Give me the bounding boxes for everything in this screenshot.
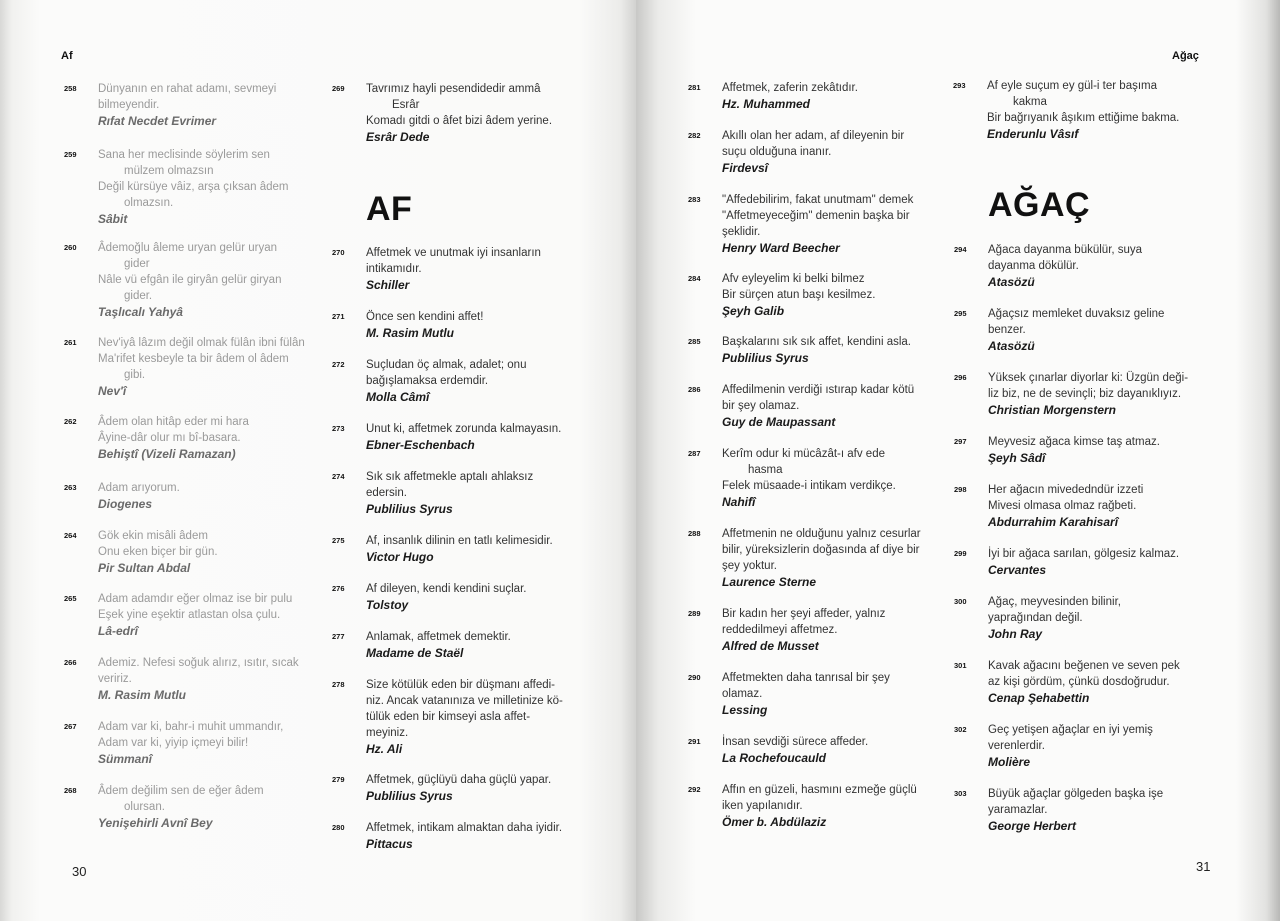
quote-number: 284 bbox=[688, 274, 701, 283]
quote-number: 293 bbox=[953, 81, 966, 90]
quote-number: 294 bbox=[954, 245, 967, 254]
quote-entry bbox=[688, 334, 972, 366]
quote-entry bbox=[954, 786, 1238, 834]
quote-entry bbox=[332, 820, 616, 852]
quote-entry bbox=[64, 335, 348, 399]
quote-line: suçu olduğuna inanır. bbox=[722, 146, 832, 158]
quote-number: 296 bbox=[954, 373, 967, 382]
quote-line: Onu eken biçer bir gün. bbox=[98, 546, 218, 558]
quote-entry bbox=[954, 594, 1238, 642]
quote-author: Taşlıcalı Yahyâ bbox=[98, 305, 183, 319]
quote-author: Esrâr Dede bbox=[366, 130, 430, 144]
quote-line: Adam var ki, yiyip içmeyi bilir! bbox=[98, 737, 249, 749]
quote-entry bbox=[688, 446, 972, 510]
quote-line: Anlamak, affetmek demektir. bbox=[366, 631, 511, 643]
quote-number: 263 bbox=[64, 483, 77, 492]
quote-author: Nev'î bbox=[98, 384, 127, 398]
quote-number: 272 bbox=[332, 360, 345, 369]
quote-line: gider bbox=[124, 258, 150, 270]
quote-line: yaprağından değil. bbox=[988, 612, 1083, 624]
quote-line: Affetmek ve unutmak iyi insanların bbox=[366, 247, 541, 259]
quote-line: Komadı gitdi o âfet bizi âdem yerine. bbox=[366, 115, 553, 127]
quote-number: 302 bbox=[954, 725, 967, 734]
quote-number: 261 bbox=[64, 338, 77, 347]
quote-entry bbox=[954, 434, 1238, 466]
quote-author: Guy de Maupassant bbox=[722, 415, 836, 429]
quote-entry bbox=[332, 629, 616, 661]
quote-line: Af eyle suçum ey gül-i ter başıma bbox=[987, 80, 1158, 92]
quote-line: meyiniz. bbox=[366, 727, 409, 739]
quote-entry bbox=[64, 591, 348, 639]
quote-author: Şeyh Galib bbox=[722, 304, 785, 318]
quote-line: bilmeyendir. bbox=[98, 99, 160, 111]
quote-author: Publilius Syrus bbox=[366, 502, 453, 516]
quote-line: olamaz. bbox=[722, 688, 763, 700]
quote-author: Molière bbox=[988, 755, 1031, 769]
quote-number: 279 bbox=[332, 775, 345, 784]
quote-line: şey yoktur. bbox=[722, 560, 777, 572]
quote-line: "Affetmeyeceğim" demenin başka bir bbox=[722, 210, 910, 222]
quote-line: liz biz, ne de sevinçli; biz dayanıklıyız. bbox=[988, 388, 1182, 400]
quote-author: Lâ-edrî bbox=[98, 624, 139, 638]
quote-author: Tolstoy bbox=[366, 598, 409, 612]
quote-number: 276 bbox=[332, 584, 345, 593]
quote-line: kakma bbox=[1013, 96, 1047, 108]
quote-number: 282 bbox=[688, 131, 701, 140]
quote-line: hasma bbox=[748, 464, 783, 476]
quote-number: 265 bbox=[64, 594, 77, 603]
quote-number: 260 bbox=[64, 243, 77, 252]
quote-entry bbox=[688, 782, 972, 830]
quote-line: Affedilmenin verdiği ıstırap kadar kötü bbox=[722, 384, 915, 396]
quote-line: Bir bağrıyanık âşıkım ettiğime bakma. bbox=[987, 112, 1180, 124]
quote-author: M. Rasim Mutlu bbox=[98, 688, 187, 702]
quote-number: 278 bbox=[332, 680, 345, 689]
quote-line: az kişi gördüm, çünkü dosdoğrudur. bbox=[988, 676, 1170, 688]
quote-author: Enderunlu Vâsıf bbox=[987, 127, 1079, 141]
quote-author: Publilius Syrus bbox=[722, 351, 809, 365]
quote-line: Affetmek, zaferin zekâtıdır. bbox=[722, 82, 858, 94]
quote-number: 275 bbox=[332, 536, 345, 545]
quote-entry bbox=[64, 528, 348, 576]
quote-author: Atasözü bbox=[988, 275, 1035, 289]
quote-entry bbox=[64, 414, 348, 462]
quote-line: benzer. bbox=[988, 324, 1026, 336]
quote-number: 301 bbox=[954, 661, 967, 670]
quote-number: 267 bbox=[64, 722, 77, 731]
quote-entry bbox=[64, 719, 348, 767]
quote-line: Değil kürsüye vâiz, arşa çıksan âdem bbox=[98, 181, 289, 193]
quote-author: M. Rasim Mutlu bbox=[366, 326, 455, 340]
quote-entry bbox=[64, 655, 348, 703]
quote-author: Cervantes bbox=[988, 563, 1047, 577]
quote-line: Dünyanın en rahat adamı, sevmeyi bbox=[98, 83, 277, 95]
quote-line: gider. bbox=[124, 290, 153, 302]
quote-author: Ebner-Eschenbach bbox=[366, 438, 475, 452]
quote-line: yaramazlar. bbox=[988, 804, 1048, 816]
quote-number: 264 bbox=[64, 531, 77, 540]
quote-entry bbox=[332, 581, 616, 613]
quote-line: Ademiz. Nefesi soğuk alırız, ısıtır, sıcak bbox=[98, 657, 299, 669]
quote-author: Nahifî bbox=[722, 495, 756, 509]
quote-author: Schiller bbox=[366, 278, 410, 292]
quote-entry bbox=[332, 533, 616, 565]
quote-author: Alfred de Musset bbox=[722, 639, 819, 653]
quote-entry bbox=[688, 606, 972, 654]
quote-line: intikamıdır. bbox=[366, 263, 422, 275]
quote-author: Behiştî (Vizeli Ramazan) bbox=[98, 447, 236, 461]
quote-author: Yenişehirli Avnî Bey bbox=[98, 816, 213, 830]
quote-entry bbox=[954, 482, 1238, 530]
quote-number: 303 bbox=[954, 789, 967, 798]
quote-line: Sana her meclisinde söylerim sen bbox=[98, 149, 270, 161]
quote-line: Af dileyen, kendi kendini suçlar. bbox=[366, 583, 527, 595]
quote-line: Nâle vü efgân ile giryân gelür giryan bbox=[98, 274, 282, 286]
quote-line: Affetmekten daha tanrısal bir şey bbox=[722, 672, 890, 684]
section-title: AĞAÇ bbox=[988, 186, 1091, 224]
quote-line: Her ağacın mivededndür izzeti bbox=[988, 484, 1144, 496]
quote-number: 271 bbox=[332, 312, 345, 321]
quote-entry bbox=[64, 783, 348, 831]
quote-line: edersin. bbox=[366, 487, 407, 499]
quote-entry bbox=[332, 469, 616, 517]
quote-line: Felek müsaade-i intikam verdikçe. bbox=[722, 480, 896, 492]
quote-line: Affetmek, intikam almaktan daha iyidir. bbox=[366, 822, 563, 834]
quote-entry bbox=[954, 722, 1238, 770]
quote-number: 281 bbox=[688, 83, 701, 92]
quote-number: 274 bbox=[332, 472, 345, 481]
quote-line: Büyük ağaçlar gölgeden başka işe bbox=[988, 788, 1164, 800]
quote-number: 280 bbox=[332, 823, 345, 832]
quote-entry bbox=[64, 480, 348, 512]
quote-line: Akıllı olan her adam, af dileyenin bir bbox=[722, 130, 905, 142]
quote-entry bbox=[688, 128, 972, 176]
quote-line: verenlerdir. bbox=[988, 740, 1045, 752]
quote-number: 300 bbox=[954, 597, 967, 606]
quote-entry bbox=[332, 357, 616, 405]
page-number: 30 bbox=[72, 864, 87, 879]
quote-line: Esrâr bbox=[392, 99, 420, 111]
quote-line: İyi bir ağaca sarılan, gölgesiz kalmaz. bbox=[988, 548, 1180, 560]
quote-line: bilir, yüreksizlerin doğasında af diye bir bbox=[722, 544, 920, 556]
quote-line: İnsan sevdiği sürece affeder. bbox=[722, 736, 869, 748]
quote-entry bbox=[64, 81, 348, 129]
quote-author: Diogenes bbox=[98, 497, 153, 511]
quote-line: Önce sen kendini affet! bbox=[366, 311, 484, 323]
quote-author: Hz. Muhammed bbox=[722, 97, 811, 111]
quote-line: Yüksek çınarlar diyorlar ki: Üzgün deği- bbox=[988, 372, 1189, 384]
quote-author: Lessing bbox=[722, 703, 768, 717]
quote-author: Christian Morgenstern bbox=[988, 403, 1117, 417]
quote-line: Kerîm odur ki mücâzât-ı afv ede bbox=[722, 448, 885, 460]
quote-entry bbox=[688, 526, 972, 590]
quote-line: Affetmenin ne olduğunu yalnız cesurlar bbox=[722, 528, 921, 540]
quote-author: Publilius Syrus bbox=[366, 789, 453, 803]
quote-line: Mivesi olmasa olmaz rağbeti. bbox=[988, 500, 1137, 512]
quote-number: 298 bbox=[954, 485, 967, 494]
quote-author: Henry Ward Beecher bbox=[722, 241, 840, 255]
quote-number: 270 bbox=[332, 248, 345, 257]
quote-number: 289 bbox=[688, 609, 701, 618]
quote-entry bbox=[688, 271, 972, 319]
quote-entry bbox=[954, 370, 1238, 418]
section-title: AF bbox=[366, 190, 413, 228]
quote-author: George Herbert bbox=[988, 819, 1077, 833]
quote-line: mülzem olmazsın bbox=[124, 165, 214, 177]
quote-number: 259 bbox=[64, 150, 77, 159]
quote-entry bbox=[688, 192, 972, 256]
quote-number: 292 bbox=[688, 785, 701, 794]
quote-author: Sâbit bbox=[98, 212, 128, 226]
quote-author: Molla Câmî bbox=[366, 390, 430, 404]
quote-line: şeklidir. bbox=[722, 226, 761, 238]
quote-entry bbox=[688, 382, 972, 430]
quote-entry bbox=[954, 546, 1238, 578]
quote-author: La Rochefoucauld bbox=[722, 751, 827, 765]
quote-line: niz. Ancak vatanınıza ve milletinize kö- bbox=[366, 695, 563, 707]
quote-number: 285 bbox=[688, 337, 701, 346]
quote-entry bbox=[332, 677, 616, 757]
quote-line: gibi. bbox=[124, 369, 146, 381]
quote-number: 277 bbox=[332, 632, 345, 641]
quote-author: Pittacus bbox=[366, 837, 413, 851]
quote-line: Adam adamdır eğer olmaz ise bir pulu bbox=[98, 593, 293, 605]
quote-author: Şeyh Sâdî bbox=[988, 451, 1046, 465]
quote-author: Ömer b. Abdülaziz bbox=[722, 815, 827, 829]
quote-line: Eşek yine eşektir atlastan olsa çulu. bbox=[98, 609, 281, 621]
quote-line: olursan. bbox=[124, 801, 165, 813]
quote-entry bbox=[332, 309, 616, 341]
quote-line: Âdem olan hitâp eder mi hara bbox=[98, 416, 249, 428]
quote-entry bbox=[332, 81, 616, 145]
quote-author: Firdevsî bbox=[722, 161, 769, 175]
quote-author: Sümmanî bbox=[98, 752, 153, 766]
quote-line: bağışlamaksa erdemdir. bbox=[366, 375, 489, 387]
quote-line: Gök ekin misâli âdem bbox=[98, 530, 208, 542]
quote-line: reddedilmeyi affetmez. bbox=[722, 624, 838, 636]
quote-entry bbox=[332, 421, 616, 453]
quote-number: 283 bbox=[688, 195, 701, 204]
quote-author: Atasözü bbox=[988, 339, 1035, 353]
quote-line: Ma'rifet kesbeyle ta bir âdem ol âdem bbox=[98, 353, 289, 365]
quote-line: veririz. bbox=[98, 673, 132, 685]
quote-author: Madame de Staël bbox=[366, 646, 464, 660]
quote-line: Âdemoğlu âleme uryan gelür uryan bbox=[98, 242, 277, 254]
quote-number: 268 bbox=[64, 786, 77, 795]
quote-entry bbox=[64, 240, 348, 320]
quote-line: Başkalarını sık sık affet, kendini asla. bbox=[722, 336, 911, 348]
quote-entry bbox=[688, 670, 972, 718]
quote-line: Afv eyleyelim ki belki bilmez bbox=[722, 273, 865, 285]
quote-number: 287 bbox=[688, 449, 701, 458]
quote-line: "Affedebilirim, fakat unutmam" demek bbox=[722, 194, 914, 206]
quote-number: 297 bbox=[954, 437, 967, 446]
quote-line: Af, insanlık dilinin en tatlı kelimesidir. bbox=[366, 535, 553, 547]
quote-number: 291 bbox=[688, 737, 701, 746]
quote-line: Adam arıyorum. bbox=[98, 482, 180, 494]
quote-line: Ağaç, meyvesinden bilinir, bbox=[988, 596, 1121, 608]
quote-line: olmazsın. bbox=[124, 197, 174, 209]
quote-number: 295 bbox=[954, 309, 967, 318]
quote-author: Abdurrahim Karahisarî bbox=[988, 515, 1119, 529]
quote-number: 273 bbox=[332, 424, 345, 433]
quote-author: Pir Sultan Abdal bbox=[98, 561, 191, 575]
quote-number: 262 bbox=[64, 417, 77, 426]
page-number: 31 bbox=[1196, 859, 1211, 874]
left-page bbox=[0, 0, 636, 921]
quote-entry bbox=[688, 80, 972, 112]
quote-line: dayanma dökülür. bbox=[988, 260, 1079, 272]
quote-line: Affın en güzeli, hasmını ezmeğe güçlü bbox=[722, 784, 917, 796]
quote-entry bbox=[64, 147, 348, 227]
quote-line: Kavak ağacını beğenen ve seven pek bbox=[988, 660, 1180, 672]
quote-author: Cenap Şehabettin bbox=[988, 691, 1090, 705]
quote-number: 258 bbox=[64, 84, 77, 93]
quote-author: Victor Hugo bbox=[366, 550, 434, 564]
quote-number: 269 bbox=[332, 84, 345, 93]
quote-line: iken yapılanıdır. bbox=[722, 800, 803, 812]
quote-line: Âdem değilim sen de eğer âdem bbox=[98, 785, 264, 797]
quote-author: Laurence Sterne bbox=[722, 575, 817, 589]
quote-line: Âyine-dâr olur mı bî-basara. bbox=[98, 432, 241, 444]
quote-author: Rıfat Necdet Evrimer bbox=[98, 114, 217, 128]
quote-number: 266 bbox=[64, 658, 77, 667]
running-head: Af bbox=[61, 50, 73, 62]
quote-line: Bir sürçen atun başı kesilmez. bbox=[722, 289, 876, 301]
quote-line: Unut ki, affetmek zorunda kalmayasın. bbox=[366, 423, 562, 435]
quote-author: Hz. Ali bbox=[366, 742, 403, 756]
quote-number: 288 bbox=[688, 529, 701, 538]
quote-entry bbox=[688, 734, 972, 766]
quote-line: Bir kadın her şeyi affeder, yalnız bbox=[722, 608, 886, 620]
quote-number: 299 bbox=[954, 549, 967, 558]
quote-line: Size kötülük eden bir düşmanı affedi- bbox=[366, 679, 556, 691]
quote-author: John Ray bbox=[988, 627, 1043, 641]
quote-entry bbox=[332, 245, 616, 293]
quote-entry bbox=[332, 772, 616, 804]
right-page bbox=[636, 0, 1280, 921]
quote-entry bbox=[954, 658, 1238, 706]
quote-line: Nev'iyâ lâzım değil olmak fülân ibni fülân bbox=[98, 337, 305, 349]
quote-entry bbox=[954, 242, 1238, 290]
quote-line: Affetmek, güçlüyü daha güçlü yapar. bbox=[366, 774, 552, 786]
quote-line: Adam var ki, bahr-i muhit ummandır, bbox=[98, 721, 284, 733]
quote-line: tülük eden bir kimseyi asla affet- bbox=[366, 711, 531, 723]
quote-line: Geç yetişen ağaçlar en iyi yemiş bbox=[988, 724, 1153, 736]
quote-line: Suçludan öç almak, adalet; onu bbox=[366, 359, 527, 371]
quote-number: 286 bbox=[688, 385, 701, 394]
quote-line: Ağaçsız memleket duvaksız geline bbox=[988, 308, 1165, 320]
quote-line: Tavrımız hayli pesendidedir ammâ bbox=[366, 83, 541, 95]
quote-line: Meyvesiz ağaca kimse taş atmaz. bbox=[988, 436, 1160, 448]
quote-entry bbox=[953, 78, 1237, 142]
running-head: Ağaç bbox=[1172, 50, 1199, 62]
quote-line: Sık sık affetmekle aptalı ahlaksız bbox=[366, 471, 534, 483]
quote-entry bbox=[954, 306, 1238, 354]
quote-line: Ağaca dayanma bükülür, suya bbox=[988, 244, 1143, 256]
quote-number: 290 bbox=[688, 673, 701, 682]
quote-line: bir şey olamaz. bbox=[722, 400, 800, 412]
